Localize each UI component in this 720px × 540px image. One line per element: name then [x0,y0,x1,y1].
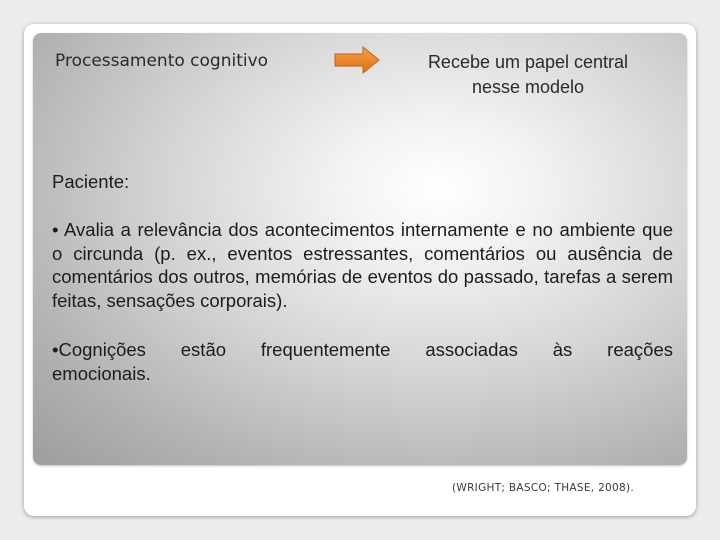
bullet-cognicoes-line2: emocionais. [52,362,151,384]
bullet-cognicoes-line1: •Cognições estão frequentemente associadas às reações [52,339,673,360]
heading-papel-central [400,50,656,100]
right-arrow-icon [333,46,381,74]
heading-right-line2: nesse modelo [471,77,585,97]
bullet-avalia-relevancia: • Avalia a relevância dos acontecimentos internamente e no ambiente que o circunda (p. ex., eventos estressantes, comentários ou ausência de comentários dos outros, memórias de eventos do passado, tarefas a serem feitas, sensações corporais). [52,219,673,311]
subtitle-paciente: Paciente: [52,171,130,192]
heading-processamento: Processamento cognitivo [55,51,269,71]
bullet-cognicoes [52,338,673,385]
citation: (WRIGHT; BASCO; THASE, 2008). [452,482,635,494]
heading-right-line1: Recebe um papel central [427,52,629,72]
